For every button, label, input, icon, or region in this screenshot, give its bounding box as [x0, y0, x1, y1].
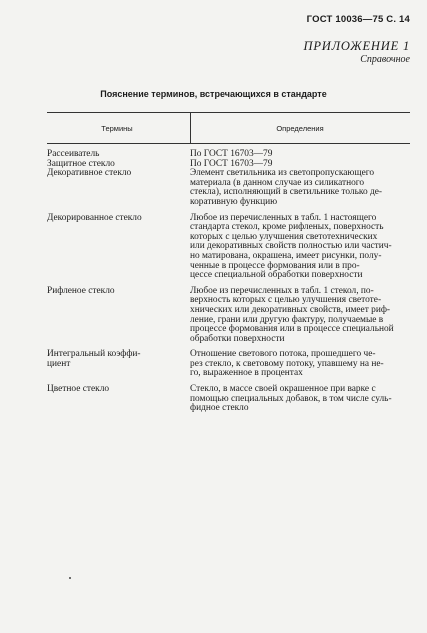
term-cell: Защитное стекло — [47, 158, 115, 169]
table-top-rule — [47, 112, 410, 113]
table-row — [47, 385, 410, 414]
definition-line: или декоративных свойств полностью или частич- — [190, 241, 392, 252]
definition-cell — [190, 350, 410, 379]
definition-line: процессе формования или в процессе специальной — [190, 324, 394, 335]
definition-line: Любое из перечисленных в табл. 1 настоящего — [190, 212, 377, 223]
table-row — [47, 287, 410, 345]
definition-line: Элемент светильника из светопропускающего — [190, 168, 375, 179]
term-cell: Интегральный коэффи- циент — [47, 349, 141, 369]
definition-cell — [190, 385, 410, 414]
table-title: Пояснение терминов, встречающихся в стандарте — [100, 89, 327, 99]
definition-line: Любое из перечисленных в табл. 1 стекол, по- — [190, 285, 374, 296]
definition-line: го, выраженное в процентах — [190, 368, 303, 379]
table-row — [47, 169, 410, 207]
definition-line: коративную функцию — [190, 196, 278, 207]
term-cell: Декорированное стекло — [47, 212, 142, 223]
definition-line: но матирована, окрашена, имеет рисунки, полу- — [190, 250, 382, 261]
term-cell: Декоративное стекло — [47, 168, 132, 179]
definition-line: ченные в процессе формования или в про- — [190, 260, 360, 271]
page-speck — [69, 577, 71, 579]
definition-line: По ГОСТ 16703—79 — [190, 158, 273, 169]
definition-cell — [190, 214, 410, 281]
table-row — [47, 350, 410, 379]
definition-line: Стекло, в массе своей окрашенное при варке с — [190, 384, 376, 395]
definition-line: фидное стекло — [190, 403, 249, 414]
appendix-title: ПРИЛОЖЕНИЕ 1 — [303, 39, 410, 53]
term-cell: Цветное стекло — [47, 384, 110, 395]
definition-line: рез стекло, к световому потоку, упавшему на не- — [190, 358, 384, 369]
definition-line: Отношение светового потока, прошедшего че- — [190, 349, 376, 360]
table-row — [47, 214, 410, 281]
column-header-terms: Термины — [101, 124, 133, 133]
term-cell: Рифленое стекло — [47, 285, 115, 296]
column-header-definitions: Определения — [276, 124, 324, 133]
appendix-subtitle: Справочное — [360, 54, 410, 65]
page-header-code: ГОСТ 10036—75 С. 14 — [306, 14, 410, 25]
definition-line: которых с целью улучшения светотехнических — [190, 231, 378, 242]
definition-line: обработки поверхности — [190, 333, 285, 344]
definition-line: хнических или декоративных свойств, имеет риф- — [190, 304, 391, 315]
definition-line: стандарта стекол, кроме рифленых, поверхность — [190, 222, 384, 233]
table-body — [47, 150, 410, 414]
definition-line: стекла), исполняющий в светильнике только де- — [190, 187, 383, 198]
definition-line: материала (в данном случае из силикатного — [190, 177, 365, 188]
definition-cell — [190, 169, 410, 207]
definition-cell — [190, 287, 410, 345]
definition-line: цессе специальной обработки поверхности — [190, 270, 363, 281]
term-cell: Рассеиватель — [47, 149, 100, 159]
definition-line: ление, грани или другую фактуру, получаемые в — [190, 314, 384, 325]
definition-line: помощью специальных добавок, в том числе суль- — [190, 393, 392, 404]
table-header-rule — [47, 143, 410, 144]
definition-line: верхность которых с целью улучшения светоте- — [190, 295, 382, 306]
definition-line: По ГОСТ 16703—79 — [190, 149, 273, 159]
